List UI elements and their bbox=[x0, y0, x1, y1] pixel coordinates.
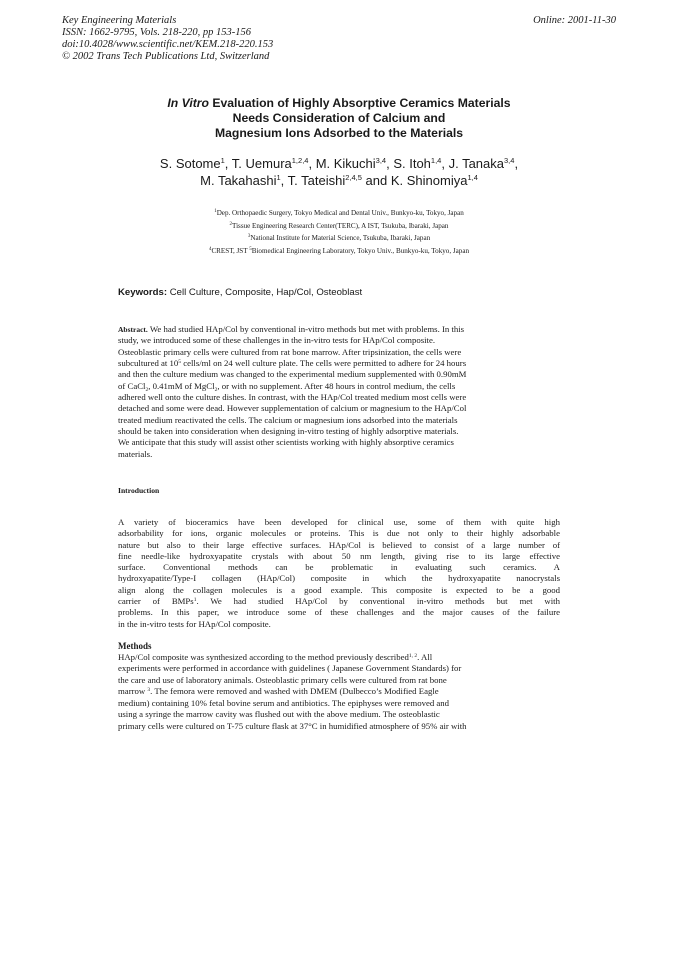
doi-line: doi:10.4028/www.scientific.net/KEM.218-220.153 bbox=[62, 39, 274, 50]
abstract-line: study, we introduced some of these challenges in the in-vitro tests for HAp/Col composite. bbox=[118, 335, 436, 346]
author-name: S. Itoh bbox=[393, 156, 431, 171]
methods-line: the care and use of laboratory animals. Osteoblastic primary cells were cultured from rat bone bbox=[118, 674, 447, 685]
introduction-heading: Introduction bbox=[118, 486, 160, 495]
keywords-text: Cell Culture, Composite, Hap/Col, Osteoblast bbox=[167, 287, 363, 298]
abstract-text: subcultured at 10 bbox=[118, 358, 179, 369]
author-name: T. Uemura bbox=[231, 156, 292, 171]
abstract-line: materials. bbox=[118, 448, 153, 459]
methods-sup: 1, 2 bbox=[408, 653, 418, 659]
affil-text: Biomedical Engineering Laboratory, Tokyo Univ., Bunkyo-ku, Tokyo, Japan bbox=[251, 246, 470, 255]
author-affil: 1,2,4 bbox=[291, 156, 309, 165]
author-name: M. Kikuchi bbox=[315, 156, 376, 171]
affil-number: 2 bbox=[229, 221, 232, 227]
methods-text: HAp/Col composite was synthesized according to the method previously described bbox=[118, 652, 409, 662]
introduction-body bbox=[118, 517, 560, 630]
author-list bbox=[80, 155, 598, 189]
intro-line: problems. In this paper, we introduce some of these challenges and the major causes of the failure bbox=[118, 607, 560, 618]
abstract-line bbox=[118, 381, 560, 392]
abstract bbox=[118, 324, 560, 460]
abstract-sup: 5 bbox=[178, 359, 182, 366]
author-line-1 bbox=[80, 155, 598, 172]
intro-line: surface. Conventional methods can be problematic in evaluating such ceramics. A bbox=[118, 562, 560, 573]
intro-line bbox=[118, 596, 560, 607]
affil-number: 3 bbox=[247, 234, 251, 239]
abstract-text: of CaCl bbox=[118, 380, 146, 391]
methods-line bbox=[118, 652, 560, 663]
abstract-text: cells/ml on 24 well culture plate. The cells were permitted to adhere for 24 hours bbox=[181, 358, 467, 369]
affiliation-4 bbox=[100, 245, 578, 258]
affil-text: National Institute for Material Science, Tsukuba, Ibaraki, Japan bbox=[250, 234, 431, 242]
affiliation-2 bbox=[100, 220, 578, 233]
intro-line: align along the collagen molecules is a good example. This composite is expected to be a good bbox=[118, 584, 560, 595]
title-line-3: Magnesium Ions Adsorbed to the Materials bbox=[214, 126, 464, 140]
author-name: S. Sotome bbox=[159, 156, 221, 171]
online-date: Online: 2001-11-30 bbox=[533, 15, 616, 26]
author-sep: and bbox=[361, 173, 391, 188]
author-affil: 1 bbox=[276, 173, 281, 182]
paper-title bbox=[100, 96, 578, 141]
journal-name: Key Engineering Materials bbox=[62, 15, 177, 26]
affiliations bbox=[100, 207, 578, 257]
abstract-sub: 2 bbox=[145, 386, 149, 393]
abstract-line bbox=[118, 358, 560, 369]
affil-number: 4 bbox=[208, 246, 212, 252]
author-affil: 1,4 bbox=[430, 156, 442, 165]
author-name: M. Takahashi bbox=[200, 173, 277, 188]
abstract-text: , or with no supplement. After 48 hours in control medium, the cells bbox=[217, 380, 456, 391]
methods-sup: 3 bbox=[147, 687, 151, 694]
abstract-line: and then the culture medium was changed to the experimental medium supplemented with 0.90mM bbox=[118, 369, 467, 380]
affiliation-3 bbox=[100, 232, 578, 245]
methods-heading: Methods bbox=[118, 641, 152, 651]
author-sep: , bbox=[386, 156, 394, 171]
abstract-line: Osteoblastic primary cells were cultured from rat bone marrow. After tripsinization, the cells were bbox=[118, 346, 462, 357]
title-line-1-rest: Evaluation of Highly Absorptive Ceramics Materials bbox=[208, 96, 511, 110]
intro-line: in the in-vitro tests for HAp/Col composite. bbox=[118, 618, 271, 629]
abstract-text: , 0.41mM of MgCl bbox=[148, 380, 215, 391]
author-sep: , bbox=[514, 156, 519, 171]
intro-sup: 1 bbox=[193, 597, 197, 604]
abstract-text: We had studied HAp/Col by conventional in-vitro methods but met with problems. In this bbox=[147, 324, 465, 334]
affil-number: 5 bbox=[249, 246, 252, 252]
abstract-sub: 2 bbox=[214, 386, 218, 393]
affil-text: Dep. Orthopaedic Surgery, Tokyo Medical and Dental Univ., Bunkyo-ku, Tokyo, Japan bbox=[216, 209, 464, 217]
author-sep: , bbox=[280, 173, 288, 188]
abstract-line bbox=[118, 324, 560, 335]
author-name: T. Tateishi bbox=[287, 173, 346, 188]
methods-line bbox=[118, 686, 560, 697]
title-line-2: Needs Consideration of Calcium and bbox=[232, 111, 446, 125]
affil-text: CREST, JST bbox=[211, 246, 250, 255]
issn-line: ISSN: 1662-9795, Vols. 218-220, pp 153-156 bbox=[62, 27, 251, 38]
author-name: J. Tanaka bbox=[448, 156, 504, 171]
author-affil: 3,4 bbox=[375, 156, 387, 165]
abstract-line: should be taken into consideration when designing in-vitro testing of highly adsorptive materials. bbox=[118, 426, 459, 437]
intro-line: nature but also to their large effective surfaces. HAp/Col is believed to consist of a large number of bbox=[118, 539, 560, 550]
methods-text: marrow bbox=[118, 686, 148, 697]
intro-text: . We had studied HAp/Col by conventional in-vitro methods but met with bbox=[196, 596, 560, 607]
affiliation-1 bbox=[100, 207, 578, 220]
affil-text: Tissue Engineering Research Center(TERC), A IST, Tsukuba, Ibaraki, Japan bbox=[232, 221, 449, 230]
methods-text: . All bbox=[417, 652, 433, 662]
intro-line: hydroxyapatite/Type-I collagen (HAp/Col) composite in which the hydroxyapatite nanocrystals bbox=[118, 573, 560, 584]
keywords bbox=[118, 287, 362, 298]
methods-line: primary cells were cultured on T-75 culture flask at 37°C in humidified atmosphere of 95% air with bbox=[118, 720, 467, 731]
abstract-line: detached and some were dead. However supplementation of calcium or magnesium to the HAp/Col bbox=[118, 403, 467, 414]
affil-number: 1 bbox=[214, 209, 217, 214]
title-line-1 bbox=[100, 96, 578, 111]
keywords-label: Keywords: bbox=[118, 287, 168, 298]
intro-line: adsorbability for ions, organic molecules or proteins. This is due not only to their highly adsorbable bbox=[118, 528, 560, 539]
author-line-2 bbox=[80, 172, 598, 189]
methods-text: . The femora were removed and washed with DMEM (Dulbecco’s Modified Eagle bbox=[150, 686, 439, 697]
abstract-lead: Abstract. bbox=[118, 325, 148, 334]
methods-body bbox=[118, 652, 560, 732]
methods-line: experiments were performed in accordance with guidelines ( Japanese Government Standards) for bbox=[118, 663, 462, 674]
methods-line: medium) containing 10% fetal bovine serum and antibiotics. The epiphyses were removed and bbox=[118, 697, 450, 708]
author-sep: , bbox=[308, 156, 316, 171]
title-italic: In Vitro bbox=[167, 96, 209, 110]
copyright-line: © 2002 Trans Tech Publications Ltd, Switzerland bbox=[62, 51, 270, 62]
abstract-line: adhered well onto the culture dishes. In contrast, with the HAp/Col treated medium most cells were bbox=[118, 392, 467, 403]
abstract-line: We anticipate that this study will assist other scientists working with highly absorptive ceramics bbox=[118, 437, 454, 448]
author-name: K. Shinomiya bbox=[390, 173, 468, 188]
author-affil: 3,4 bbox=[504, 156, 515, 165]
methods-line: using a syringe the marrow cavity was flushed out with the above medium. The osteoblastic bbox=[118, 709, 440, 720]
author-sep: , bbox=[224, 156, 232, 171]
intro-text: carrier of BMPs bbox=[118, 596, 194, 607]
journal-header bbox=[62, 15, 273, 63]
intro-line: A variety of bioceramics have been developed for clinical use, some of them with quite high bbox=[118, 517, 560, 527]
author-sep: , bbox=[441, 156, 449, 171]
author-affil: 2,4,5 bbox=[345, 173, 362, 182]
author-affil: 1,4 bbox=[467, 173, 478, 182]
abstract-line: treated medium reactivated the cells. The calcium or magnesium ions adsorbed into the materials bbox=[118, 414, 458, 425]
author-affil: 1 bbox=[220, 156, 225, 165]
intro-line: fine needle-like hydroxyapatite crystals with about 50 nm length, giving rise to its large effective bbox=[118, 550, 560, 561]
